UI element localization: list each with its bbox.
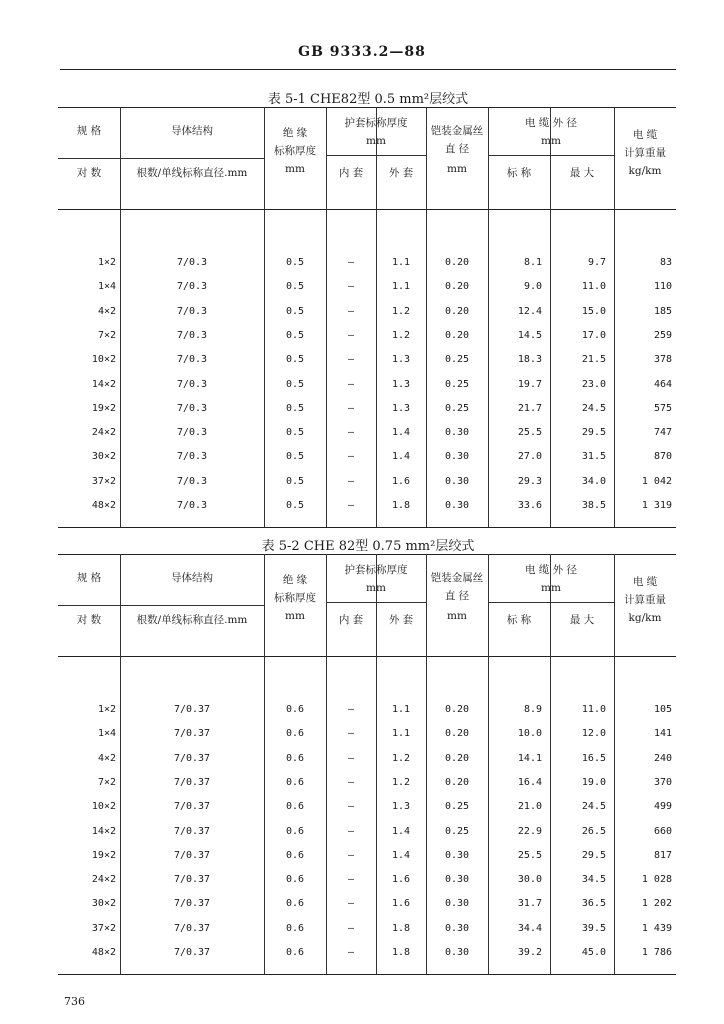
table-cell: 0.25 (444, 825, 470, 837)
table-cell: 1.6 (391, 475, 411, 487)
table-cell: 1×4 (97, 281, 116, 293)
column-header: 标称厚度 (274, 145, 316, 157)
table-cell: 110 (653, 281, 672, 293)
table-cell: 0.5 (285, 329, 305, 341)
table-cell: 15.0 (581, 305, 606, 317)
table-cell: 7×2 (97, 776, 116, 788)
table-cell: 19.0 (581, 776, 606, 788)
table-cell: 1.8 (391, 947, 411, 958)
table-cell: 19×2 (91, 402, 116, 414)
column-header: 直 径 (444, 143, 470, 155)
column-header: mm (541, 582, 561, 594)
table-cell: 1.3 (391, 801, 411, 813)
table-cell: 7/0.37 (173, 752, 211, 764)
table-cell: 0.5 (285, 475, 305, 487)
table-cell: 17.0 (581, 329, 606, 341)
column-header: 外 套 (388, 167, 414, 179)
table-cell: 30×2 (91, 898, 116, 910)
table-cell: 0.6 (285, 874, 305, 886)
table-cell: — (347, 874, 355, 886)
column-header: 电 缆 外 径 (524, 564, 577, 576)
table-cell: 0.6 (285, 704, 305, 715)
table-cell: 9.0 (523, 281, 542, 293)
table-cell: 1.3 (391, 354, 411, 366)
table-cell: 0.30 (444, 475, 470, 487)
header-divider (120, 158, 264, 159)
table-cell: 21.5 (581, 354, 606, 366)
table-cell: 7/0.37 (173, 922, 211, 934)
table-cell: — (347, 475, 355, 487)
table-cell: 7/0.37 (173, 874, 211, 886)
table-cell: 31.5 (581, 451, 606, 463)
table-cell: 0.6 (285, 752, 305, 764)
table-cell: 259 (653, 329, 672, 341)
table-cell: 0.5 (285, 402, 305, 414)
table-cell: 0.20 (444, 281, 470, 293)
column-header: 内 套 (338, 614, 364, 626)
table-cell: 499 (653, 801, 672, 813)
column-header: 标 称 (506, 614, 532, 626)
table-cell: 0.5 (285, 281, 305, 293)
column-header: 护套标称厚度 (344, 564, 408, 576)
table-cell: 39.2 (517, 947, 542, 958)
column-header: 绝 缘 (282, 574, 308, 586)
table-cell: 1.2 (391, 305, 411, 317)
table-cell: 37×2 (91, 922, 116, 934)
table-cell: 1.3 (391, 402, 411, 414)
table-cell: 1.2 (391, 752, 411, 764)
table-cell: 1.3 (391, 378, 411, 390)
table-cell: 0.5 (285, 354, 305, 366)
table-cell: 1.2 (391, 329, 411, 341)
table-cell: — (347, 500, 355, 511)
table-cell: 48×2 (91, 500, 116, 511)
table-cell: 83 (659, 257, 672, 268)
table-cell: 12.4 (517, 305, 542, 317)
table-cell: 7/0.3 (176, 451, 208, 463)
table-cell: — (347, 354, 355, 366)
table-cell: 185 (653, 305, 672, 317)
column-header: 直 径 (444, 590, 470, 602)
table-rule (58, 107, 676, 108)
table-cell: 1.1 (391, 257, 411, 268)
header-divider (58, 158, 120, 159)
table-cell: 0.5 (285, 500, 305, 511)
table-cell: 0.6 (285, 801, 305, 813)
table-cell: 0.30 (444, 451, 470, 463)
table-cell: — (347, 378, 355, 390)
table-cell: 0.30 (444, 874, 470, 886)
table-cell: 7/0.37 (173, 898, 211, 910)
table-cell: 24.5 (581, 801, 606, 813)
data-table (58, 107, 676, 527)
table-cell: 7/0.3 (176, 305, 208, 317)
header-divider (488, 602, 614, 603)
table-cell: 0.6 (285, 947, 305, 958)
column-header: mm (541, 135, 561, 147)
table-cell: 12.0 (581, 728, 606, 740)
table-cell: 14×2 (91, 378, 116, 390)
table-cell: 0.6 (285, 728, 305, 740)
table-cell: 575 (653, 402, 672, 414)
header-rule (60, 69, 676, 70)
table-cell: 0.20 (444, 776, 470, 788)
column-header: mm (447, 610, 467, 622)
table-cell: — (347, 427, 355, 439)
table-cell: 378 (653, 354, 672, 366)
table-cell: 26.5 (581, 825, 606, 837)
table-cell: 1×2 (97, 704, 116, 715)
column-header: 内 套 (338, 167, 364, 179)
table-cell: 4×2 (97, 305, 116, 317)
table-cell: 105 (653, 704, 672, 715)
table-cell: 1.6 (391, 898, 411, 910)
table-cell: 16.5 (581, 752, 606, 764)
table-cell: 24×2 (91, 874, 116, 886)
table-cell: 0.20 (444, 305, 470, 317)
table-cell: 7/0.37 (173, 947, 211, 958)
column-header: 外 套 (388, 614, 414, 626)
table-cell: 0.5 (285, 305, 305, 317)
table-cell: — (347, 402, 355, 414)
table-cell: 16.4 (517, 776, 542, 788)
table-cell: 21.7 (517, 402, 542, 414)
table-cell: — (347, 451, 355, 463)
table-cell: — (347, 281, 355, 293)
table-cell: 1.1 (391, 704, 411, 715)
table-cell: 0.6 (285, 825, 305, 837)
table-cell: 19.7 (517, 378, 542, 390)
header-divider (488, 155, 614, 156)
table-cell: 10.0 (517, 728, 542, 740)
table-cell: 10×2 (91, 801, 116, 813)
table-cell: 660 (653, 825, 672, 837)
table-cell: 30×2 (91, 451, 116, 463)
table-cell: 48×2 (91, 947, 116, 958)
table-cell: 34.4 (517, 922, 542, 934)
table-cell: 0.20 (444, 704, 470, 715)
column-header: 计算重量 (624, 147, 666, 159)
column-header: mm (285, 610, 305, 622)
table-cell: 0.30 (444, 849, 470, 861)
table-cell: — (347, 776, 355, 788)
table-cell: 34.5 (581, 874, 606, 886)
column-header: kg/km (628, 612, 662, 624)
table-cell: 7/0.3 (176, 257, 208, 268)
table-rule (58, 209, 676, 210)
table-cell: 0.30 (444, 898, 470, 910)
table-cell: 33.6 (517, 500, 542, 511)
table-cell: 0.30 (444, 500, 470, 511)
header-divider (58, 605, 120, 606)
table-cell: 1.8 (391, 922, 411, 934)
table-cell: 14.1 (517, 752, 542, 764)
table-cell: 7/0.37 (173, 825, 211, 837)
column-header: 最 大 (569, 167, 595, 179)
table-cell: 10×2 (91, 354, 116, 366)
column-header: 护套标称厚度 (344, 117, 408, 129)
table-cell: 1.4 (391, 849, 411, 861)
column-header: 标称厚度 (274, 592, 316, 604)
table-cell: 1 028 (641, 874, 672, 886)
table-cell: 11.0 (581, 704, 606, 715)
table-cell: — (347, 898, 355, 910)
table-cell: 4×2 (97, 752, 116, 764)
table-cell: 24×2 (91, 427, 116, 439)
table-cell: 0.6 (285, 776, 305, 788)
column-header: mm (366, 135, 386, 147)
table-cell: 0.6 (285, 849, 305, 861)
table-cell: 0.25 (444, 354, 470, 366)
table-cell: 1 319 (641, 500, 672, 511)
table-cell: 8.9 (523, 704, 542, 715)
table-cell: 29.5 (581, 849, 606, 861)
table-cell: 7/0.37 (173, 704, 211, 715)
table-cell: 870 (653, 451, 672, 463)
table-cell: — (347, 801, 355, 813)
table-cell: 1.4 (391, 427, 411, 439)
table-cell: 36.5 (581, 898, 606, 910)
table-cell: 7/0.3 (176, 475, 208, 487)
table-cell: 1×4 (97, 728, 116, 740)
header-divider (120, 605, 264, 606)
table-cell: 817 (653, 849, 672, 861)
table-cell: — (347, 704, 355, 715)
table-cell: 23.0 (581, 378, 606, 390)
column-header: 计算重量 (624, 594, 666, 606)
table-cell: 1.4 (391, 451, 411, 463)
column-header: 最 大 (569, 614, 595, 626)
table-cell: 25.5 (517, 849, 542, 861)
data-table (58, 554, 676, 974)
table-cell: 1.1 (391, 728, 411, 740)
table-cell: 1.1 (391, 281, 411, 293)
table-cell: 1×2 (97, 257, 116, 268)
table-cell: 7/0.37 (173, 801, 211, 813)
table-cell: 7/0.3 (176, 378, 208, 390)
column-header: mm (447, 163, 467, 175)
table-cell: 0.20 (444, 329, 470, 341)
table-cell: 0.5 (285, 427, 305, 439)
column-header: 电 缆 (632, 576, 658, 588)
table-caption: 表 5-1 CHE82型 0.5 mm²层绞式 (267, 92, 469, 107)
table-cell: 1.2 (391, 776, 411, 788)
table-cell: 29.3 (517, 475, 542, 487)
table-cell: — (347, 947, 355, 958)
table-cell: 9.7 (587, 257, 606, 268)
table-cell: 7/0.3 (176, 281, 208, 293)
column-header: 标 称 (506, 167, 532, 179)
table-cell: — (347, 752, 355, 764)
table-cell: 7/0.3 (176, 402, 208, 414)
table-cell: 0.20 (444, 257, 470, 268)
table-cell: 7×2 (97, 329, 116, 341)
column-header: 根数/单线标称直径.mm (136, 614, 248, 626)
table-cell: 7/0.37 (173, 776, 211, 788)
table-cell: 7/0.3 (176, 329, 208, 341)
table-cell: 31.7 (517, 898, 542, 910)
table-cell: 7/0.3 (176, 500, 208, 511)
table-cell: 25.5 (517, 427, 542, 439)
table-cell: 21.0 (517, 801, 542, 813)
page-number: 736 (64, 995, 85, 1008)
table-cell: 18.3 (517, 354, 542, 366)
table-cell: 0.6 (285, 922, 305, 934)
column-header: 电 缆 (632, 129, 658, 141)
table-cell: 1.4 (391, 825, 411, 837)
table-cell: — (347, 305, 355, 317)
table-cell: 14×2 (91, 825, 116, 837)
column-header: kg/km (628, 165, 662, 177)
table-cell: 7/0.3 (176, 427, 208, 439)
column-header: 导体结构 (171, 125, 213, 137)
column-header: 导体结构 (171, 572, 213, 584)
table-cell: 0.6 (285, 898, 305, 910)
table-cell: 24.5 (581, 402, 606, 414)
table-cell: — (347, 825, 355, 837)
table-cell: 37×2 (91, 475, 116, 487)
table-rule (58, 656, 676, 657)
table-cell: 0.5 (285, 451, 305, 463)
table-cell: 38.5 (581, 500, 606, 511)
table-cell: 240 (653, 752, 672, 764)
column-header: 对 数 (76, 614, 102, 626)
table-cell: 11.0 (581, 281, 606, 293)
table-cell: 0.20 (444, 752, 470, 764)
table-cell: 34.0 (581, 475, 606, 487)
column-header: 对 数 (76, 167, 102, 179)
table-cell: 0.5 (285, 257, 305, 268)
table-cell: 22.9 (517, 825, 542, 837)
table-cell: — (347, 257, 355, 268)
standard-number: GB 9333.2—88 (298, 44, 426, 60)
column-header: 铠装金属丝 (430, 572, 484, 584)
table-bottom-rule (58, 527, 676, 528)
table-cell: 0.30 (444, 922, 470, 934)
table-cell: 1 439 (641, 922, 672, 934)
table-cell: 0.25 (444, 402, 470, 414)
table-caption: 表 5-2 CHE 82型 0.75 mm²层绞式 (261, 539, 475, 554)
column-header: 电 缆 外 径 (524, 117, 577, 129)
column-header: 规 格 (76, 572, 102, 584)
table-cell: 141 (653, 728, 672, 740)
table-cell: 370 (653, 776, 672, 788)
table-cell: 30.0 (517, 874, 542, 886)
table-cell: 0.5 (285, 378, 305, 390)
table-cell: 1.6 (391, 874, 411, 886)
table-cell: 747 (653, 427, 672, 439)
column-header: 绝 缘 (282, 127, 308, 139)
table-cell: 1 786 (641, 947, 672, 958)
table-cell: 14.5 (517, 329, 542, 341)
table-cell: 464 (653, 378, 672, 390)
table-cell: 7/0.3 (176, 354, 208, 366)
table-cell: 7/0.37 (173, 728, 211, 740)
table-cell: 39.5 (581, 922, 606, 934)
table-cell: 1 202 (641, 898, 672, 910)
table-cell: 7/0.37 (173, 849, 211, 861)
table-cell: 1 042 (641, 475, 672, 487)
column-header: 根数/单线标称直径.mm (136, 167, 248, 179)
table-cell: 0.20 (444, 728, 470, 740)
table-rule (58, 554, 676, 555)
column-header: 铠装金属丝 (430, 125, 484, 137)
table-cell: 0.25 (444, 378, 470, 390)
table-cell: 1.8 (391, 500, 411, 511)
table-cell: 0.30 (444, 947, 470, 958)
table-cell: — (347, 728, 355, 740)
table-cell: 0.30 (444, 427, 470, 439)
table-cell: — (347, 329, 355, 341)
table-cell: 8.1 (523, 257, 542, 268)
table-cell: — (347, 849, 355, 861)
table-cell: 19×2 (91, 849, 116, 861)
table-cell: — (347, 922, 355, 934)
column-header: 规 格 (76, 125, 102, 137)
table-cell: 45.0 (581, 947, 606, 958)
column-header: mm (285, 163, 305, 175)
column-header: mm (366, 582, 386, 594)
table-cell: 27.0 (517, 451, 542, 463)
table-cell: 0.25 (444, 801, 470, 813)
table-cell: 29.5 (581, 427, 606, 439)
table-bottom-rule (58, 974, 676, 975)
